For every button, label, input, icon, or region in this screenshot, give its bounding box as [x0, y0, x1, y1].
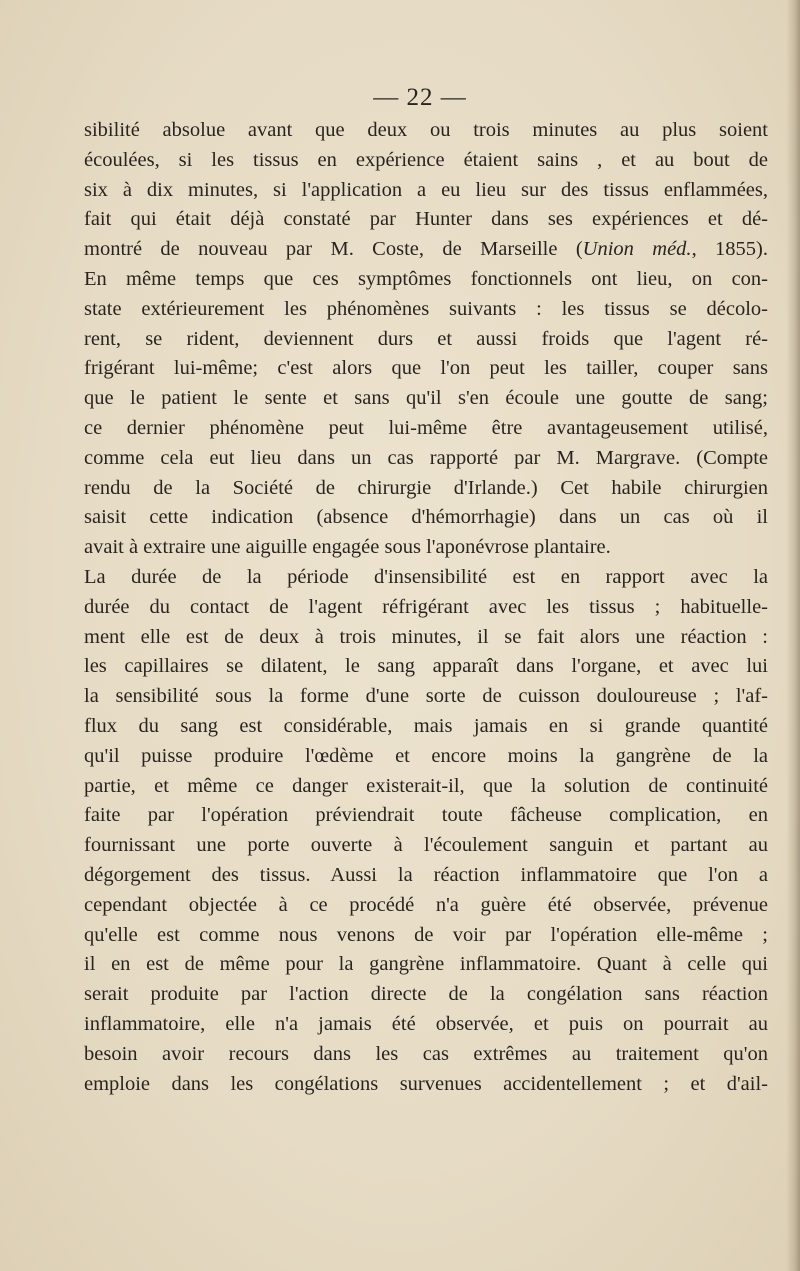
page-edge-shadow [786, 0, 800, 1271]
text-line: state extérieurement les phénomènes suivants : les tissus se décolo- [84, 297, 768, 320]
text-line: fournissant une porte ouverte à l'écoulement sanguin et partant au [84, 834, 768, 857]
text-line: besoin avoir recours dans les cas extrêmes au traitement qu'on [84, 1042, 768, 1065]
text-line: serait produite par l'action directe de la congélation sans réaction [84, 983, 768, 1006]
text-line: partie, et même ce danger existerait-il, que la solution de continuité [84, 774, 768, 797]
text-line: rendu de la Société de chirurgie d'Irlande.) Cet habile chirurgien [84, 476, 768, 499]
text-line: cependant objectée à ce procédé n'a guère été observée, prévenue [84, 893, 768, 916]
text-line: les capillaires se dilatent, le sang apparaît dans l'organe, et avec lui [84, 655, 768, 678]
text-line: qu'elle est comme nous venons de voir par l'opération elle-même ; [84, 923, 768, 946]
text-line: comme cela eut lieu dans un cas rapporté par M. Margrave. (Compte [84, 446, 768, 469]
text-line: la sensibilité sous la forme d'une sorte de cuisson douloureuse ; l'af- [84, 685, 768, 708]
text-line: durée du contact de l'agent réfrigérant avec les tissus ; habituelle- [84, 595, 768, 618]
text-line: emploie dans les congélations survenues accidentellement ; et d'ail- [84, 1072, 768, 1095]
text-line: montré de nouveau par M. Coste, de Marseille (Union méd., 1855). [84, 238, 768, 261]
text-line: faite par l'opération préviendrait toute fâcheuse complication, en [84, 804, 768, 827]
text-line: flux du sang est considérable, mais jamais en si grande quantité [84, 714, 768, 737]
journal-title: Union méd. [582, 238, 692, 261]
text-line: dégorgement des tissus. Aussi la réaction inflammatoire que l'on a [84, 863, 768, 886]
text-line: ment elle est de deux à trois minutes, il se fait alors une réaction : [84, 625, 768, 648]
text-line: sibilité absolue avant que deux ou trois minutes au plus soient [84, 119, 768, 141]
text-line: avait à extraire une aiguille engagée sous l'aponévrose plantaire. [84, 536, 611, 559]
text-line: rent, se rident, deviennent durs et aussi froids que l'agent ré- [84, 327, 768, 350]
text-line: que le patient le sente et sans qu'il s'en écoule une goutte de sang; [84, 387, 768, 410]
text-line: En même temps que ces symptômes fonctionnels ont lieu, on con- [84, 267, 768, 290]
text-line: inflammatoire, elle n'a jamais été observée, et puis on pourrait au [84, 1012, 768, 1035]
text-line: saisit cette indication (absence d'hémorrhagie) dans un cas où il [84, 506, 768, 529]
text-line: il en est de même pour la gangrène inflammatoire. Quant à celle qui [84, 953, 768, 976]
text-line: La durée de la période d'insensibilité est en rapport avec la [84, 565, 768, 588]
text-line: ce dernier phénomène peut lui-même être avantageusement utilisé, [84, 416, 768, 439]
body-text [84, 116, 768, 1099]
text-line: écoulées, si les tissus en expérience étaient sains , et au bout de [84, 148, 768, 171]
text-line: frigérant lui-même; c'est alors que l'on peut les tailler, couper sans [84, 357, 768, 380]
page-number: — 22 — [373, 84, 467, 111]
text-line: six à dix minutes, si l'application a eu lieu sur des tissus enflammées, [84, 178, 768, 201]
text-line: fait qui était déjà constaté par Hunter dans ses expériences et dé- [84, 208, 768, 231]
text-line: qu'il puisse produire l'œdème et encore moins la gangrène de la [84, 744, 768, 767]
